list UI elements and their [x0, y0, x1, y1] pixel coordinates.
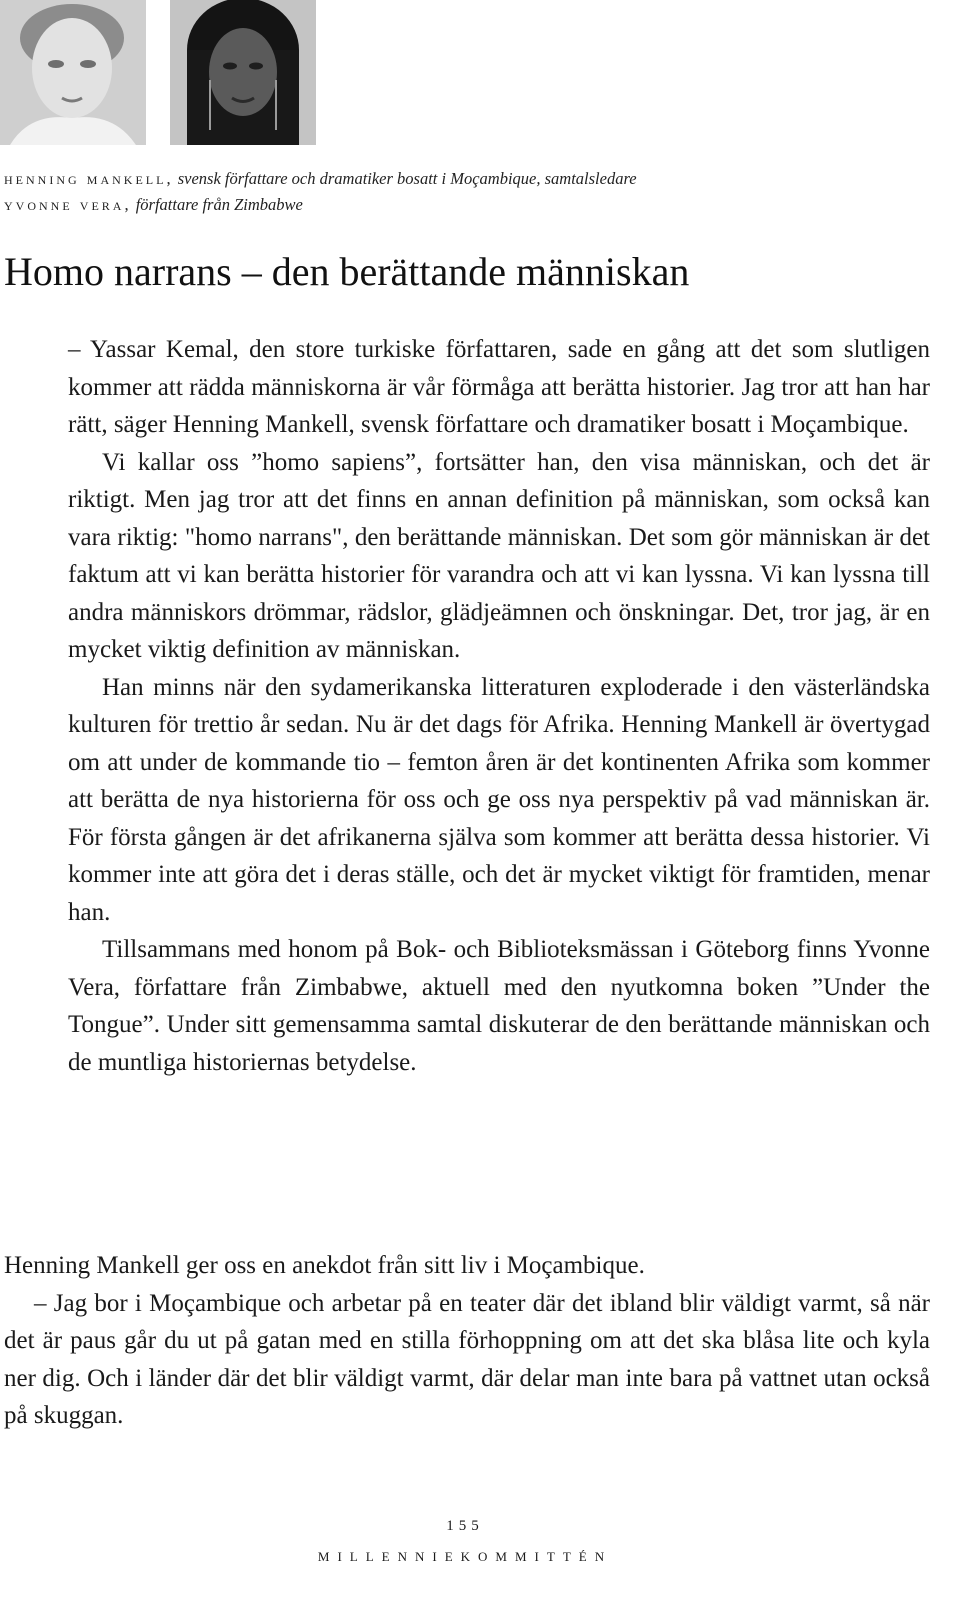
author-role: svensk författare och dramatiker bosatt i Moçambique, samtalsledare — [177, 169, 637, 188]
author-name: henning mankell, — [4, 169, 174, 188]
ingress-paragraph: – Yassar Kemal, den store turkiske författaren, sade en gång att det som slutligen kommer att rädda människorna är vår förmåga att berätta historier. Jag tror att han har rätt, säger Henning Mankell, svensk författare och dramatiker bosatt i Moçambique. — [68, 336, 930, 438]
article-body — [4, 1247, 930, 1435]
portrait-yvonne-vera-image — [170, 0, 316, 145]
portrait-photo-henning-mankell — [0, 0, 146, 145]
byline-henning-mankell — [4, 168, 934, 190]
portrait-henning-mankell-image — [0, 0, 146, 145]
article-title: Homo narrans – den berättande människan — [4, 249, 690, 294]
article-ingress — [68, 331, 930, 1081]
footer-label: MILLENNIEKOMMITTÉN — [317, 1549, 613, 1564]
author-name: yvonne vera, — [4, 195, 132, 214]
ingress-paragraph: Vi kallar oss ”homo sapiens”, fortsätter han, den visa människan, och det är riktigt. Men jag tror att det finns en annan definition på människan, som också kan vara riktig: "homo narrans", den berättande människan. Det som gör människan är det faktum att vi kan berätta historier för varandra och att vi kan lyssna. Vi kan lyssna till andra människors drömmar, rädslor, glädjeämnen och önskningar. Det, tror jag, är en mycket viktig definition av människan. — [68, 448, 930, 663]
ingress-paragraph: Tillsammans med honom på Bok- och Biblioteksmässan i Göteborg finns Yvonne Vera, författare från Zimbabwe, aktuell med den nyutkomna boken ”Under the Tongue”. Under sitt gemensamma samtal diskuterar de den berättande människan och de muntliga historiernas betydelse. — [68, 936, 930, 1076]
author-role: författare från Zimbabwe — [135, 195, 303, 214]
byline-yvonne-vera — [4, 194, 934, 216]
portrait-photo-yvonne-vera — [170, 0, 316, 145]
ingress-paragraph: Han minns när den sydamerikanska litteraturen exploderade i den västerländska kulturen för trettio år sedan. Nu är det dags för Afrika. Henning Mankell är övertygad om att under de kommande tio – femton åren är det kontinenten Afrika som kommer att berätta de nya historierna för oss och ge oss nya perspektiv på vad människan är. För första gången är det afrikanerna själva som kommer att berätta dessa historier. Vi kommer inte att göra det i deras ställe, och det är mycket viktigt för framtiden, menar han. — [68, 673, 930, 926]
body-paragraph: – Jag bor i Moçambique och arbetar på en teater där det ibland blir väldigt varmt, så när det är paus går du ut på gatan med en stilla förhoppning om att det ska blåsa lite och kyla ner dig. Och i länder där det blir väldigt varmt, där delar man inte bara på vattnet utan också på skuggan. — [4, 1289, 930, 1429]
body-paragraph: Henning Mankell ger oss en anekdot från sitt liv i Moçambique. — [4, 1252, 645, 1279]
page-number: 155 — [446, 1518, 484, 1534]
